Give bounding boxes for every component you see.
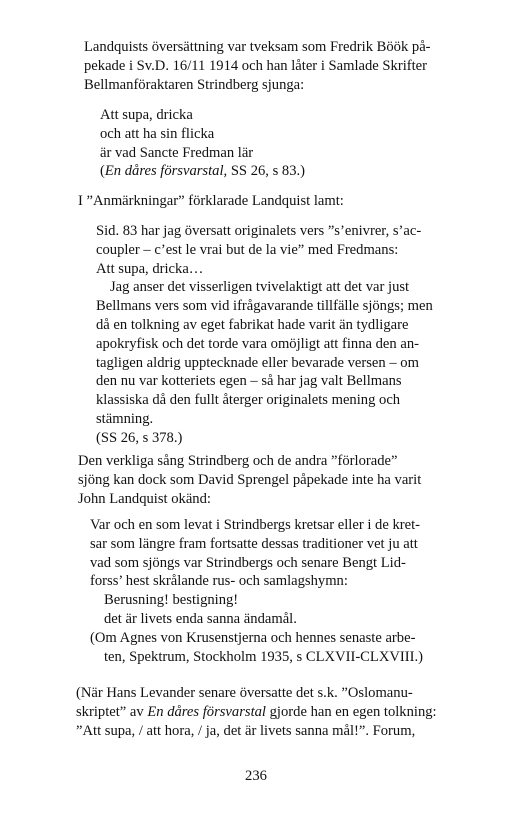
text-line: tagligen aldrig upptecknade eller bevarade versen – om (96, 354, 419, 371)
citation: (En dåres försvarstal, SS 26, s 83.) (100, 163, 306, 180)
page-number: 236 (245, 768, 267, 784)
paragraph-levander (76, 684, 437, 740)
book-title: En dåres försvarstal (147, 703, 266, 720)
text-line: sar som längre fram fortsatte dessas traditioner vet ju att (90, 535, 418, 552)
text-line: Sid. 83 har jag översatt originalets vers ”s’enivrer, s’ac- (96, 223, 422, 239)
citation-title: En dåres försvarstal, (104, 163, 228, 180)
verse-line: är vad Sancte Fredman lär (100, 144, 254, 161)
verse-line: och att ha sin flicka (100, 125, 215, 142)
paragraph-intro (84, 38, 431, 94)
block-quote-verse (100, 106, 305, 181)
verse-line: Berusning! bestigning! (104, 592, 239, 609)
text-line: Var och en som levat i Strindbergs kretsar eller i de kret- (90, 517, 421, 533)
text-line: klassiska då den fullt återger originalets mening och (96, 392, 401, 409)
text-line: Den verkliga sång Strindberg och de andra ”förlorade” (78, 453, 398, 469)
text-line: forss’ hest skrålande rus- och samlagshymn: (90, 573, 348, 590)
text-line: sjöng kan dock som David Sprengel påpekade inte ha varit (78, 471, 422, 488)
text-line: stämning. (96, 410, 154, 427)
text-line: coupler – c’est le vrai but de la vie” med Fredmans: (96, 241, 399, 258)
text-line: Bellmanföraktaren Strindberg sjunga: (84, 76, 305, 93)
text-line: Bellmans vers som vid ifrågavarande tillfälle sjöngs; men (96, 298, 433, 315)
text-line: John Landquist okänd: (78, 490, 211, 507)
block-quote-landquist (96, 222, 433, 448)
text-line: Jag anser det visserligen tvivelaktigt att det var just (110, 279, 410, 296)
text-line: vad som sjöngs var Strindbergs och senare Bengt Lid- (90, 554, 406, 571)
text-line: I ”Anmärkningar” förklarade Landquist lamt: (78, 193, 344, 209)
text-line: den nu var kotteriets egen – så har jag valt Bellmans (96, 373, 402, 390)
text-line: (När Hans Levander senare översatte det s.k. ”Oslomanu- (76, 685, 413, 701)
text-line: skriptet” av En dåres försvarstal gjorde han en egen tolkning: (76, 703, 437, 720)
verse-line: det är livets enda sanna ändamål. (104, 610, 297, 627)
text-line: Att supa, dricka… (96, 260, 204, 277)
text-line: pekade i Sv.D. 16/11 1914 och han låter i Samlade Skrifter (84, 57, 428, 74)
citation: (Om Agnes von Krusenstjerna och hennes senaste arbe- (90, 629, 416, 646)
citation: ten, Spektrum, Stockholm 1935, s CLXVII-CLXVIII.) (104, 648, 423, 665)
paragraph-anmarkningar (78, 192, 344, 211)
text-line: ”Att supa, / att hora, / ja, det är livets sanna mål!”. Forum, (76, 722, 416, 739)
text-line: Landquists översättning var tveksam som Fredrik Böök på- (84, 39, 431, 55)
text-line: då en tolkning av eget fabrikat hade varit än tydligare (96, 316, 409, 333)
citation: (SS 26, s 378.) (96, 429, 183, 446)
text-line: apokryfisk och det torde vara omöjligt att finna den an- (96, 335, 419, 352)
verse-line: Att supa, dricka (100, 107, 193, 123)
block-quote-sprengel (90, 516, 423, 666)
paragraph-verkliga-sang (78, 452, 421, 508)
